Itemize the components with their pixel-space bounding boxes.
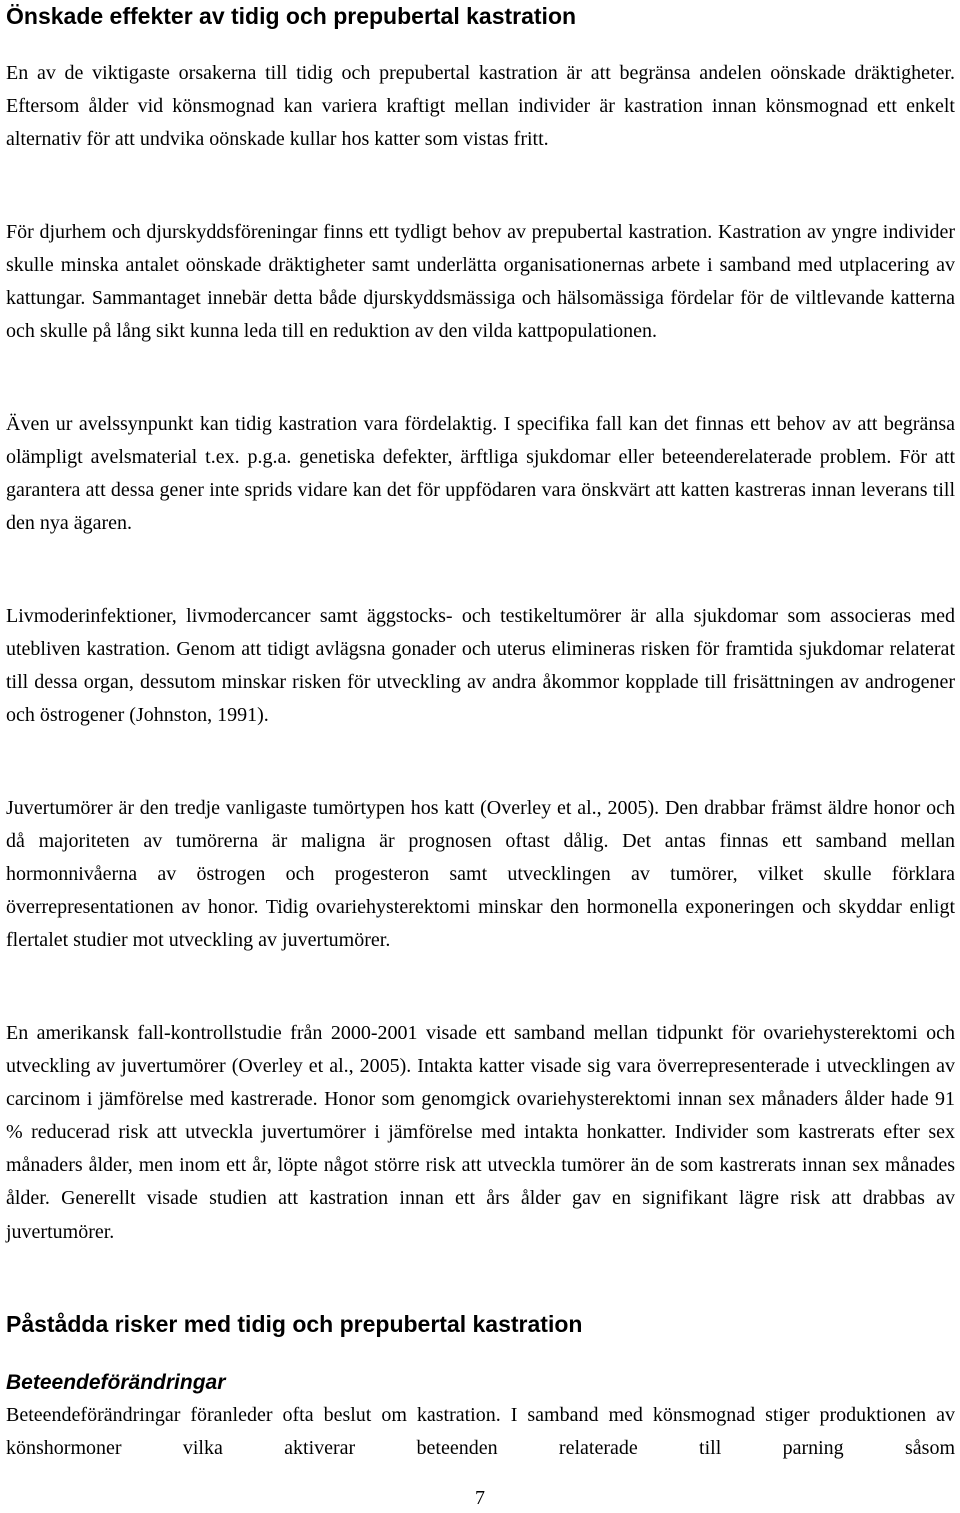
paragraph-behavior: Beteendeförändringar föranleder ofta beslut om kastration. I samband med könsmognad stiger produktionen av könshormoner vilka aktiverar beteenden relaterade till parning såsom (6, 1404, 955, 1460)
subheading-behavior: Beteendeförändringar (6, 1371, 226, 1394)
paragraph-purpose: En av de viktigaste orsakerna till tidig och prepubertal kastration är att begränsa andelen oönskade dräktigheter. Eftersom ålder vid könsmognad kan variera kraftigt mellan individer är kastration innan könsmognad ett enkelt alternativ för att undvika oönskade kullar hos katter som vistas fritt. (6, 62, 955, 151)
section-heading-effects: Önskade effekter av tidig och prepubertal kastration (6, 3, 577, 29)
page-number: 7 (475, 1487, 485, 1509)
paragraph-breeding: Även ur avelssynpunkt kan tidig kastration vara fördelaktig. I specifika fall kan det finnas ett behov av att begränsa olämpligt avelsmaterial t.ex. p.g.a. genetiska defekter, ärftliga sjukdomar eller beteenderelaterade problem. För att garantera att dessa gener inte sprids vidare kan det för uppfödaren vara önskvärt att katten kastreras innan leverans till den nya ägaren. (6, 413, 955, 535)
paragraph-mammary-tumors: Juvertumörer är den tredje vanligaste tumörtypen hos katt (Overley et al., 2005). Den drabbar främst äldre honor och då majoriteten av tumörerna är maligna är prognosen oftast dålig. Det antas finnas ett samband mellan hormonnivåerna av östrogen och progesteron samt utvecklingen av tumörer, vilket skulle förklara överrepresentationen av honor. Tidig ovariehysterektomi minskar den hormonella exponeringen och skyddar enligt flertalet studier mot utveckling av juvertumörer. (6, 797, 955, 952)
paragraph-case-control-study: En amerikansk fall-kontrollstudie från 2000-2001 visade ett samband mellan tidpunkt för ovariehysterektomi och utveckling av juvertumörer (Overley et al., 2005). Intakta katter visade sig vara överrepresenterade i utvecklingen av carcinom i jämförelse med kastrerade. Honor som genomgick ovariehysterektomi innan sex månaders ålder hade 91 % reducerad risk att utveckla juvertumörer i jämförelse med intakta honkatter. Individer som kastrerats efter sex månaders ålder, men inom ett år, löpte något större risk att utveckla tumörer än de som kastrerats innan sex månades ålder. Generellt visade studien att kastration innan ett års ålder gav en signifikant lägre risk att drabbas av juvertumörer. (6, 1022, 955, 1243)
paragraph-diseases: Livmoderinfektioner, livmodercancer samt äggstocks- och testikeltumörer är alla sjukdomar som associeras med utebliven kastration. Genom att tidigt avlägsna gonader och uterus elimineras risken för framtida sjukdomar relaterat till dessa organ, dessutom minskar risken för utveckling av andra åkommor kopplade till frisättningen av androgener och östrogener (Johnston, 1991). (6, 605, 955, 727)
section-heading-risks: Påstådda risker med tidig och prepubertal kastration (6, 1311, 583, 1337)
paragraph-shelters: För djurhem och djurskyddsföreningar finns ett tydligt behov av prepubertal kastration. Kastration av yngre individer skulle minska antalet oönskade dräktigheter samt underlätta organisationernas arbete i samband med utplacering av kattungar. Sammantaget innebär detta både djurskyddsmässiga och hälsomässiga fördelar för de viltlevande katterna och skulle på lång sikt kunna leda till en reduktion av den vilda kattpopulationen. (6, 221, 955, 343)
